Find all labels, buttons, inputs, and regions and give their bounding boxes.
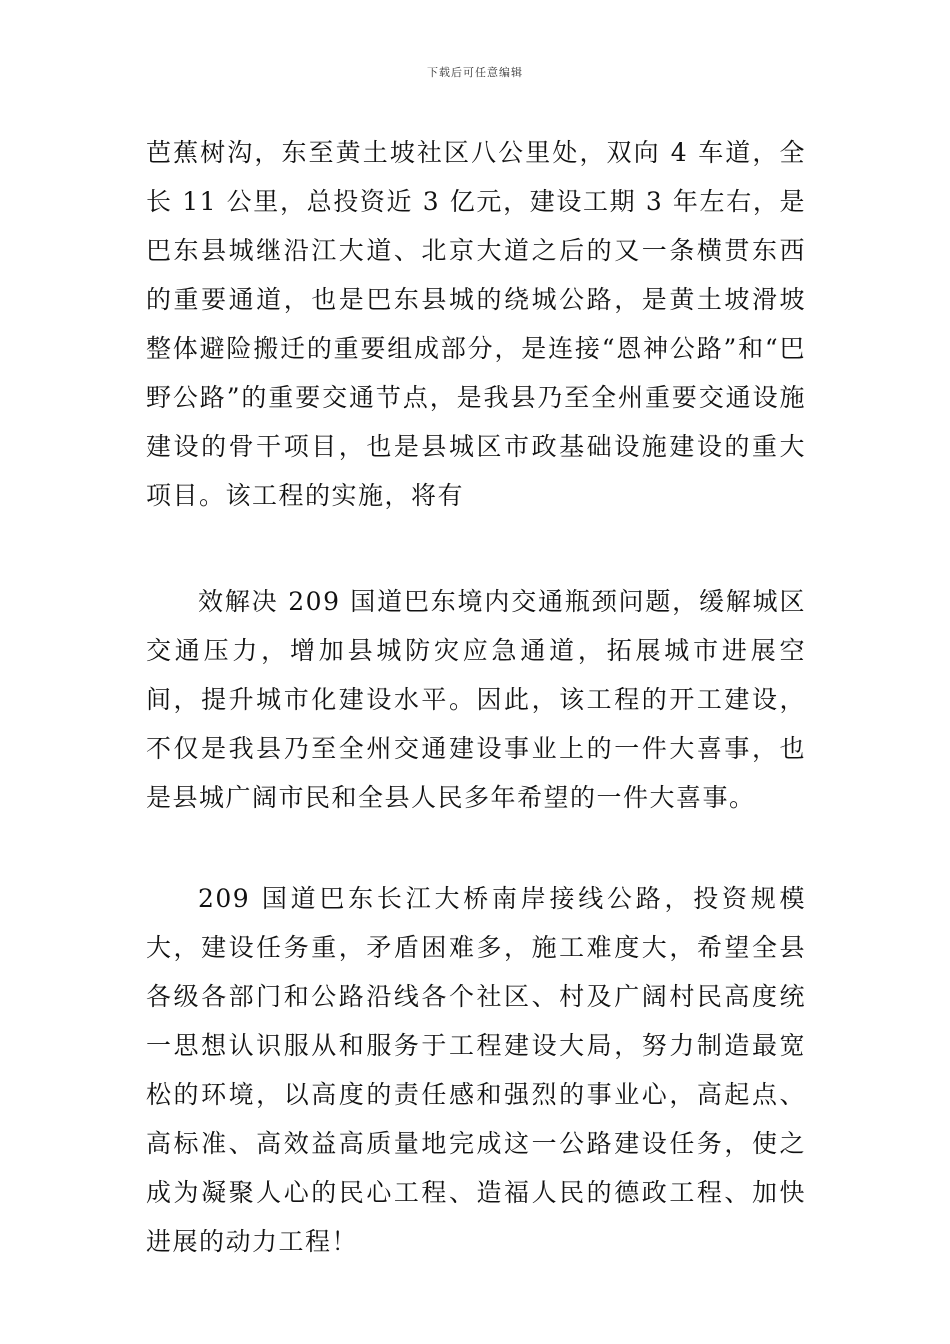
paragraph-3: 209 国道巴东长江大桥南岸接线公路，投资规模大，建设任务重，矛盾困难多，施工难度大，希望全县各级各部门和公路沿线各个社区、村及广阔村民高度统一思想认识服从和服务于工程建设大局，努力制造最宽松的环境，以高度的责任感和强烈的事业心，高起点、高标准、高效益高质量地完成这一公路建设任务，使之成为凝聚人心的民心工程、造福人民的德政工程、加快进展的动力工程！: [146, 884, 806, 1256]
paragraph-1: 芭蕉树沟，东至黄土坡社区八公里处，双向 4 车道，全长 11 公里，总投资近 3 亿元，建设工期 3 年左右，是巴东县城继沿江大道、北京大道之后的又一条横贯东西的重要通道，也是巴东县城的绕城公路，是黄土坡滑坡整体避险搬迁的重要组成部分，是连接“恩神公路”和“巴野公路”的重要交通节点，是我县乃至全州重要交通设施建设的骨干项目，也是县城区市政基础设施建设的重大项目。该工程的实施，将有: [146, 138, 806, 510]
paragraph-2: 效解决 209 国道巴东境内交通瓶颈问题，缓解城区交通压力，增加县城防灾应急通道，拓展城市进展空间，提升城市化建设水平。因此，该工程的开工建设，不仅是我县乃至全州交通建设事业上的一件大喜事，也是县城广阔市民和全县人民多年希望的一件大喜事。: [146, 587, 806, 812]
page-header: 下载后可任意编辑: [427, 66, 523, 79]
